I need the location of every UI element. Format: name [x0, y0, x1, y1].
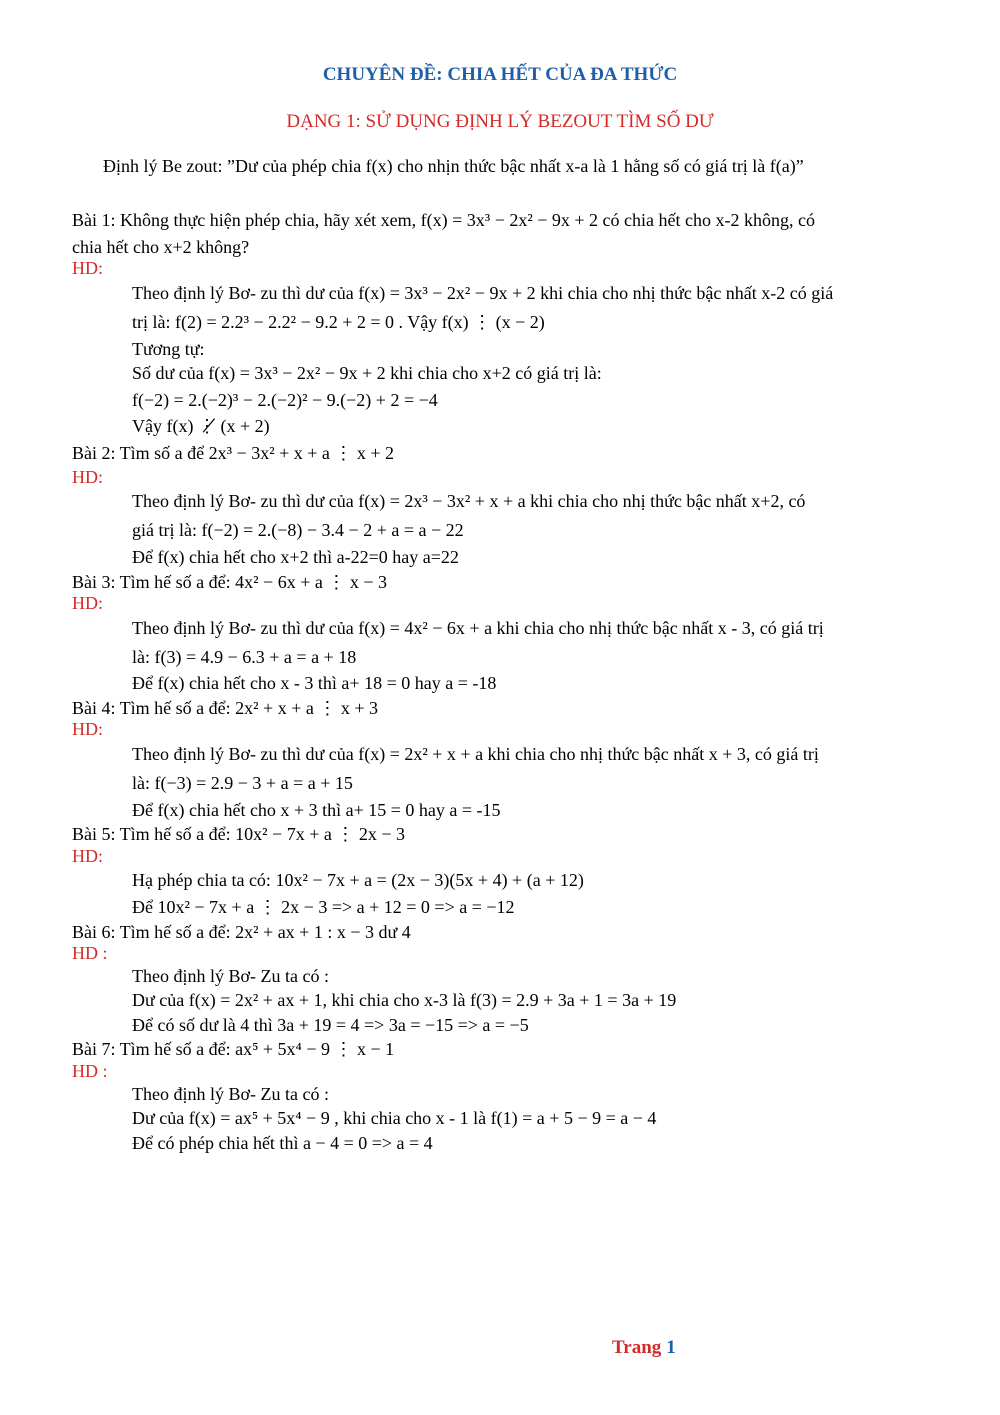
- solution-line: Theo định lý Bơ- zu thì dư của f(x) = 4x² − 6x + a khi chia cho nhị thức bậc nhất x - 3, có giá trị: [132, 617, 824, 638]
- hint-label: HD:: [72, 466, 103, 487]
- exercise-5-statement: Bài 5: Tìm hế số a để: 10x² − 7x + a ⋮ 2x − 3: [72, 824, 405, 845]
- solution-line: Tương tự:: [132, 338, 205, 359]
- solution-line: Số dư của f(x) = 3x³ − 2x² − 9x + 2 khi chia cho x+2 có giá trị là:: [132, 363, 602, 384]
- solution-line: Theo định lý Bơ- zu thì dư của f(x) = 2x³ − 3x² + x + a khi chia cho nhị thức bậc nhất x+2, có: [132, 491, 806, 512]
- hint-label: HD:: [72, 845, 103, 866]
- solution-line: Để f(x) chia hết cho x - 3 thì a+ 18 = 0 hay a = -18: [132, 673, 497, 694]
- solution-line: Theo định lý Bơ- zu thì dư của f(x) = 2x² + x + a khi chia cho nhị thức bậc nhất x + 3, có giá trị: [132, 744, 819, 765]
- hint-label: HD:: [72, 719, 103, 740]
- solution-line: Vậy f(x) ⋮̸ (x + 2): [132, 416, 270, 437]
- hint-label: HD :: [72, 1060, 108, 1081]
- bezout-theorem: Định lý Be zout: ”Dư của phép chia f(x) cho nhịn thức bậc nhất x-a là 1 hằng số có giá trị là f(a)”: [103, 156, 804, 176]
- solution-line: Theo định lý Bơ- Zu ta có :: [132, 1083, 329, 1104]
- exercise-1-statement: Bài 1: Không thực hiện phép chia, hãy xét xem, f(x) = 3x³ − 2x² − 9x + 2 có chia hết cho x-2 không, có: [72, 210, 815, 230]
- solution-line: Theo định lý Bơ- Zu ta có :: [132, 965, 329, 986]
- exercise-6-statement: Bài 6: Tìm hế số a để: 2x² + ax + 1 : x − 3 dư 4: [72, 921, 411, 942]
- exercise-3-statement: Bài 3: Tìm hế số a để: 4x² − 6x + a ⋮ x − 3: [72, 571, 387, 592]
- solution-line: Dư của f(x) = ax⁵ + 5x⁴ − 9 , khi chia cho x - 1 là f(1) = a + 5 − 9 = a − 4: [132, 1108, 657, 1129]
- solution-line: Theo định lý Bơ- zu thì dư của f(x) = 3x³ − 2x² − 9x + 2 khi chia cho nhị thức bậc nhất x-2 có giá: [132, 283, 834, 304]
- solution-line: Hạ phép chia ta có: 10x² − 7x + a = (2x − 3)(5x + 4) + (a + 12): [132, 870, 584, 891]
- solution-line: là: f(3) = 4.9 − 6.3 + a = a + 18: [132, 646, 357, 667]
- page-number: 1: [666, 1337, 676, 1358]
- solution-line: Để có phép chia hết thì a − 4 = 0 => a = 4: [132, 1132, 433, 1153]
- exercise-1-statement-cont: chia hết cho x+2 không?: [72, 236, 250, 257]
- exercise-4-statement: Bài 4: Tìm hế số a để: 2x² + x + a ⋮ x + 3: [72, 697, 378, 718]
- section-subtitle: DẠNG 1: SỬ DỤNG ĐỊNH LÝ BEZOUT TÌM SỐ DƯ: [286, 111, 714, 132]
- page-title: CHUYÊN ĐỀ: CHIA HẾT CỦA ĐA THỨC: [322, 64, 678, 85]
- exercise-list: [72, 206, 932, 1155]
- solution-line: là: f(−3) = 2.9 − 3 + a = a + 15: [132, 772, 353, 793]
- hint-label: HD:: [72, 592, 103, 613]
- hint-label: HD :: [72, 943, 108, 964]
- solution-line: Để f(x) chia hết cho x + 3 thì a+ 15 = 0 hay a = -15: [132, 799, 501, 820]
- solution-line: Để f(x) chia hết cho x+2 thì a-22=0 hay a=22: [132, 547, 459, 568]
- solution-line: Để có số dư là 4 thì 3a + 19 = 4 => 3a = −15 => a = −5: [132, 1014, 529, 1035]
- solution-line: f(−2) = 2.(−2)³ − 2.(−2)² − 9.(−2) + 2 = −4: [132, 389, 438, 410]
- solution-line: giá trị là: f(−2) = 2.(−8) − 3.4 − 2 + a = a − 22: [132, 520, 464, 541]
- solution-line: Dư của f(x) = 2x² + ax + 1, khi chia cho x-3 là f(3) = 2.9 + 3a + 1 = 3a + 19: [132, 990, 677, 1011]
- exercise-7-statement: Bài 7: Tìm hế số a để: ax⁵ + 5x⁴ − 9 ⋮ x − 1: [72, 1039, 395, 1060]
- solution-line: Để 10x² − 7x + a ⋮ 2x − 3 => a + 12 = 0 => a = −12: [132, 897, 515, 918]
- solution-line: trị là: f(2) = 2.2³ − 2.2² − 9.2 + 2 = 0 . Vậy f(x) ⋮ (x − 2): [132, 311, 545, 332]
- page-footer: [612, 1337, 676, 1359]
- hint-label: HD:: [72, 258, 103, 279]
- exercise-2-statement: Bài 2: Tìm số a để 2x³ − 3x² + x + a ⋮ x + 2: [72, 442, 395, 463]
- page-label: Trang: [612, 1337, 662, 1358]
